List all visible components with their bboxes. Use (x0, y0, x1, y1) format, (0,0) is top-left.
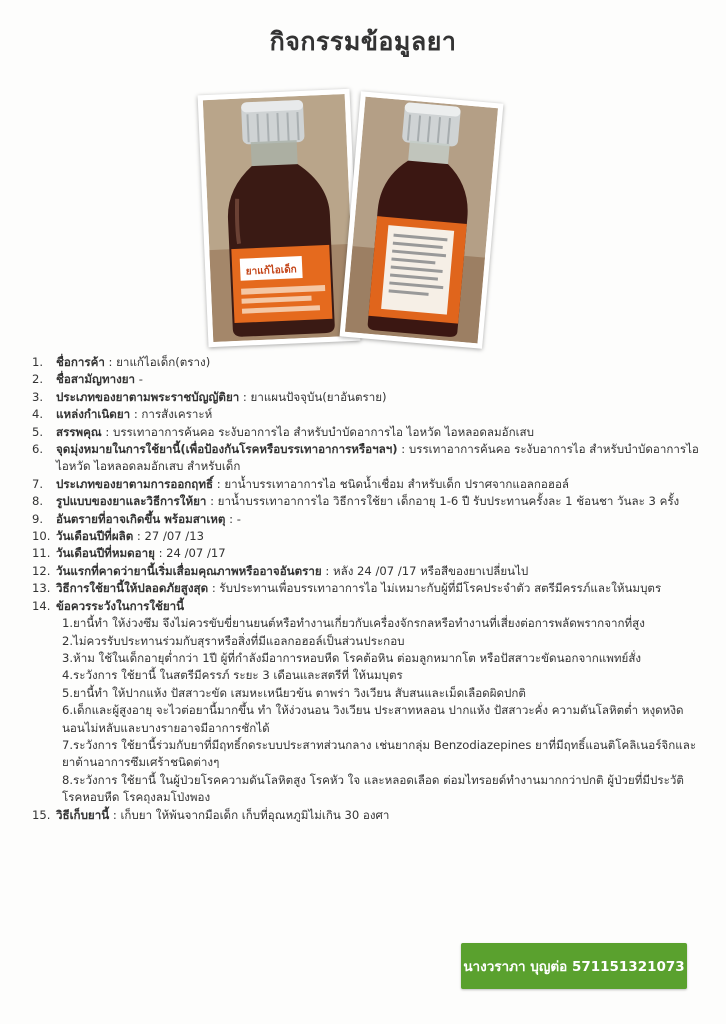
item-number: 6. (32, 442, 44, 457)
bottle-back-photo (340, 91, 504, 349)
item-value: : หลัง 24 /07 /17 หรือสีของยาเปลี่ยนไป (321, 563, 529, 578)
list-item (32, 493, 704, 510)
caution-item: 3.ห้าม ใช้ในเด็กอายุต่ำกว่า 1ปี ผู้ที่กำลังมีอาการหอบหืด โรคต้อหิน ต่อมลูกหมากโต หรือปัสสาวะขัดนอกจากแพทย์สั่ง (62, 650, 642, 665)
item-value: : เก็บยา ให้พ้นจากมือเด็ก เก็บที่อุณหภูมิไม่เกิน 30 องศา (109, 807, 390, 822)
item-number: 5. (32, 424, 44, 439)
author-badge: นางวราภา บุญต่อ 571151321073 (461, 943, 687, 989)
list-item (32, 389, 704, 406)
item-number: 4. (32, 407, 44, 422)
item-number: 10. (32, 529, 51, 544)
list-item (32, 441, 704, 476)
item-number: 14. (32, 598, 51, 613)
item-value: : ยาแก้ไอเด็ก(ตราง) (104, 355, 211, 369)
item-value: : บรรเทาอาการค้นคอ ระงับอาการไอ สำหรับบำบัดอาการไอ ไอหวัด ไอหลอดลมอักเสบ สำหรับเด็ก (56, 442, 699, 474)
caution-item: 1.ยานี้ทำ ให้ง่วงซึม จึงไม่ควรขับขี่ยานยนต์หรือทำงานเกี่ยวกับเครื่องจักรกลหรือทำงานที่เสี่ยงต่อการพลัดพรากจากที่สูง (62, 616, 645, 631)
item-value: : รับประทานเพื่อบรรเทาอาการไอ ไม่เหมาะกับผู้ที่มีโรคประจำตัว สตรีมีครรภ์และให้นมบุตร (208, 581, 662, 596)
list-item (32, 511, 704, 528)
caution-item: 5.ยานี้ทำ ให้ปากแห้ง ปัสสาวะขัด เสมหะเหนียวข้น ตาพร่า วิงเวียน สับสนและเม็ดเลือดผิดปกติ (62, 685, 526, 700)
list-item (32, 580, 704, 597)
item-number: 11. (32, 546, 51, 561)
item-label: วันเดือนปีที่หมดอายุ (56, 546, 155, 561)
item-number: 8. (32, 494, 44, 509)
item-number: 9. (32, 511, 44, 526)
item-label: ประเภทของยาตามพระราชบัญญัติยา (56, 389, 240, 404)
list-item (32, 545, 704, 562)
item-value: - (135, 372, 143, 387)
list-item (32, 528, 704, 545)
list-item (32, 563, 704, 580)
item-value: : ยาแผนปัจจุบัน(ยาอันตราย) (239, 389, 387, 404)
item-number: 15. (32, 807, 51, 822)
item-number: 1. (32, 355, 44, 369)
item-label: วันเดือนปีที่ผลิต (56, 529, 134, 544)
item-label: แหล่งกำเนิดยา (56, 407, 131, 422)
list-item (32, 354, 704, 371)
item-label: รูปแบบของยาและวิธีการให้ยา (56, 494, 207, 509)
bottle-label-text: ยาแก้ไอเด็ก (245, 264, 298, 278)
item-label: สรรพคุณ (56, 424, 102, 439)
item-value: : 27 /07 /13 (133, 529, 204, 544)
item-number: 3. (32, 389, 44, 404)
item-label: จุดมุ่งหมายในการใช้ยานี้(เพื่อป้องกันโรคหรือบรรเทาอาการหรือฯลฯ) (56, 442, 398, 457)
item-label: ประเภทของยาตามการออกฤทธิ์ (56, 476, 214, 491)
page-title: กิจกรรมข้อมูลยา (269, 27, 457, 56)
item-label: วิธีเก็บยานี้ (56, 807, 110, 822)
item-value: : ยาน้ำบรรเทาอาการไอ วิธีการใช้ยา เด็กอายุ 1-6 ปี รับประทานครั้งละ 1 ช้อนชา วันละ 3 ครั้ง (206, 494, 680, 509)
item-label: ชื่อการค้า (56, 355, 105, 369)
bottle-back-image (345, 97, 498, 344)
list-item (32, 424, 704, 441)
caution-list (56, 615, 704, 806)
list-item (32, 371, 704, 388)
item-number: 12. (32, 563, 51, 578)
list-item (32, 598, 704, 807)
caution-item: 2.ไม่ควรรับประทานร่วมกับสุราหรือสิ่งที่มีแอลกอฮอล์เป็นส่วนประกอบ (62, 633, 405, 648)
item-number: 13. (32, 581, 51, 596)
caution-item: 8.ระวังการ ใช้ยานี้ ในผู้ป่วยโรคความดันโลหิตสูง โรคหัว ใจ และหลอดเลือด ต่อมไทรอยด์ทำงานมากกว่าปกติ ผู้ป่วยที่มีประวัติ โรคหอบหืด โรคถุงลมโป่งพอง (62, 772, 684, 805)
item-value: : ยาน้ำบรรเทาอาการไอ ชนิดน้ำเชื่อม สำหรับเด็ก ปราศจากแอลกอฮอล์ (213, 476, 570, 491)
caution-item: 4.ระวังการ ใช้ยานี้ ในสตรีมีครรภ์ ระยะ 3 เดือนและสตรีที่ ให้นมบุตร (62, 668, 403, 683)
bottle-front-image (203, 94, 355, 342)
item-number: 2. (32, 372, 44, 387)
drug-info-list (32, 354, 704, 824)
item-label: ข้อควรระวังในการใช้ยานี้ (56, 598, 185, 613)
item-value: : 24 /07 /17 (154, 546, 226, 561)
item-label: วันแรกที่คาดว่ายานี้เริ่มเสื่อมคุณภาพหรืออาจอันตราย (56, 563, 322, 578)
item-number: 7. (32, 476, 44, 491)
item-value: : การสังเคราะห์ (130, 407, 213, 422)
caution-item: 7.ระวังการ ใช้ยานี้ร่วมกับยาที่มีฤทธิ์กดระบบประสาทส่วนกลาง เช่นยากลุ่ม Benzodiazepines ยาที่มีฤทธิ์แอนติโคลิเนอร์จิกและยาต้านอาการซึมเศร้าชนิดต่างๆ (62, 737, 697, 770)
item-value: : - (225, 511, 241, 526)
item-value: : บรรเทาอาการค้นคอ ระงับอาการไอ สำหรับบำบัดอาการไอ ไอหวัด ไอหลอดลมอักเสบ (101, 424, 534, 439)
item-label: วิธีการใช้ยานี้ให้ปลอดภัยสูงสุด (56, 581, 209, 596)
list-item (32, 476, 704, 493)
caution-item: 6.เด็กและผู้สูงอายุ จะไวต่อยานี้มากขึ้น ทำ ให้ง่วงนอน วิงเวียน ประสาทหลอน ปากแห้ง ปัสสาวะคั่ง ความดันโลหิตต่ำ หงุดหงิด นอนไม่หลับและบางรายอาจมีอาการชักได้ (62, 703, 684, 735)
item-label: ชื่อสามัญทางยา (56, 372, 136, 387)
list-item (32, 807, 704, 824)
list-item (32, 406, 704, 423)
bottle-front-photo (198, 89, 361, 347)
item-label: อันตรายที่อาจเกิดขึ้น พร้อมสาเหตุ (56, 511, 226, 526)
